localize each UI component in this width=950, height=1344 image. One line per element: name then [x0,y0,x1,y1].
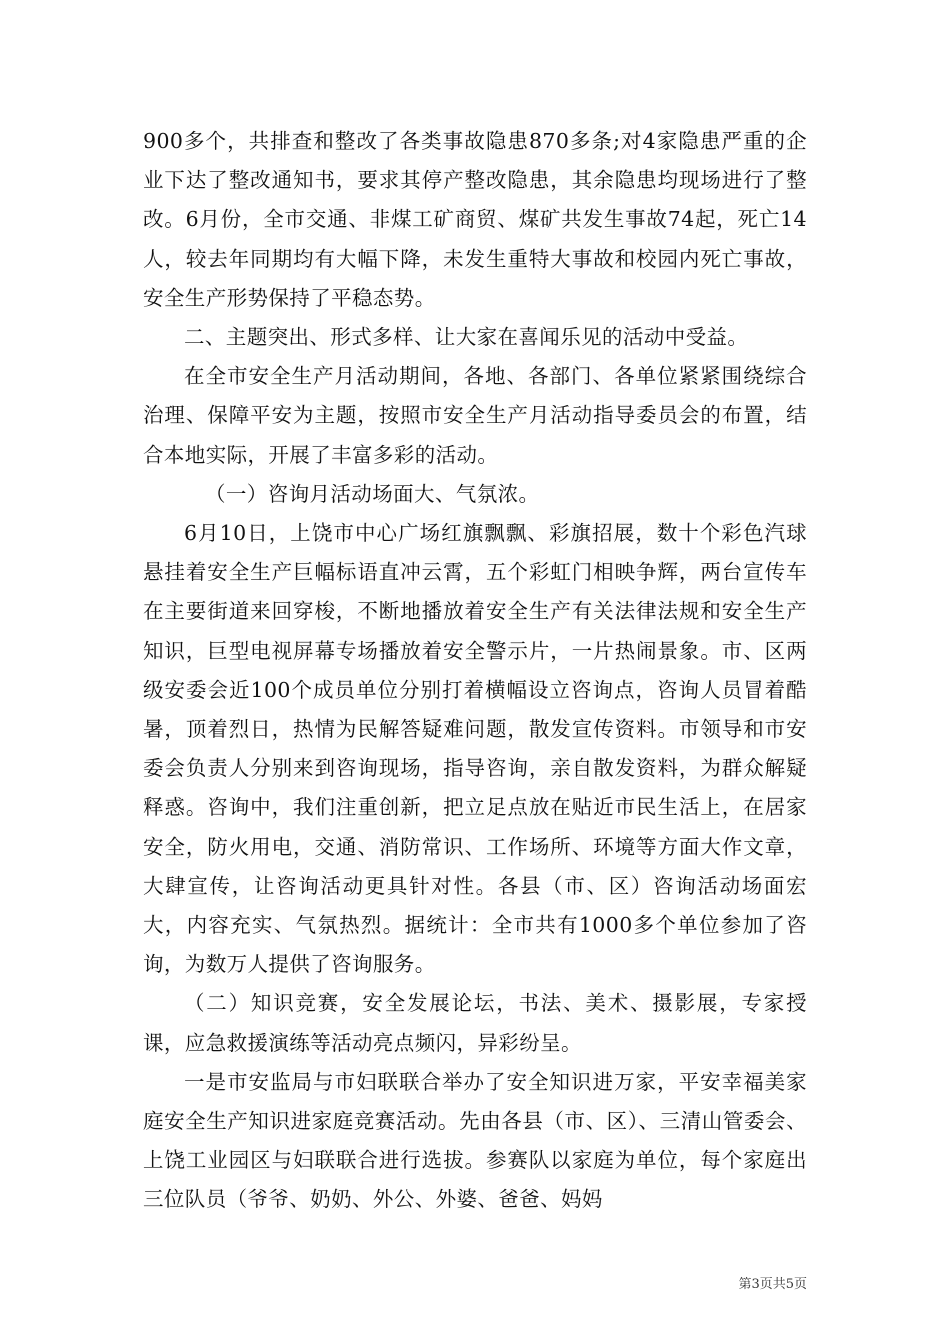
paragraph-continued: 900多个，共排查和整改了各类事故隐患870多条;对4家隐患严重的企业下达了整改通知书，要求其停产整改隐患，其余隐患均现场进行了整改。6月份，全市交通、非煤工矿商贸、煤矿共发生事故74起，死亡14人，较去年同期均有大幅下降，未发生重特大事故和校园内死亡事故，安全生产形势保持了平稳态势。 [143,129,807,310]
subsection-heading-1: （一）咨询月活动场面大、气氛浓。 [205,481,540,506]
subsection-heading-2: （二）知识竞赛，安全发展论坛，书法、美术、摄影展，专家授课，应急救援演练等活动亮点频闪，异彩纷呈。 [143,991,807,1055]
paragraph-competition: 一是市安监局与市妇联联合举办了安全知识进万家，平安幸福美家庭安全生产知识进家庭竞赛活动。先由各县（市、区）、三清山管委会、上饶工业园区与妇联联合进行选拔。参赛队以家庭为单位，每个家庭出三位队员（爷爷、奶奶、外公、外婆、爸爸、妈妈 [143,1069,807,1212]
document-body [143,122,807,1220]
section-heading-2: 二、主题突出、形式多样、让大家在喜闻乐见的活动中受益。 [184,325,749,350]
paragraph-consultation: 6月10日，上饶市中心广场红旗飘飘、彩旗招展，数十个彩色汽球悬挂着安全生产巨幅标语直冲云霄，五个彩虹门相映争辉，两台宣传车在主要街道来回穿梭，不断地播放着安全生产有关法律法规和安全生产知识，巨型电视屏幕专场播放着安全警示片，一片热闹景象。市、区两级安委会近100个成员单位分别打着横幅设立咨询点，咨询人员冒着酷暑，顶着烈日，热情为民解答疑难问题，散发宣传资料。市领导和市安委会负责人分别来到咨询现场，指导咨询，亲自散发资料，为群众解疑释惑。咨询中，我们注重创新，把立足点放在贴近市民生活上，在居家安全，防火用电，交通、消防常识、工作场所、环境等方面大作文章，大肆宣传，让咨询活动更具针对性。各县（市、区）咨询活动场面宏大，内容充实、气氛热烈。据统计：全市共有1000多个单位参加了咨询，为数万人提供了咨询服务。 [143,521,807,977]
paragraph-intro: 在全市安全生产月活动期间，各地、各部门、各单位紧紧围绕综合治理、保障平安为主题，按照市安全生产月活动指导委员会的布置，结合本地实际，开展了丰富多彩的活动。 [143,364,807,467]
page-number: 第3页共5页 [738,1277,807,1292]
